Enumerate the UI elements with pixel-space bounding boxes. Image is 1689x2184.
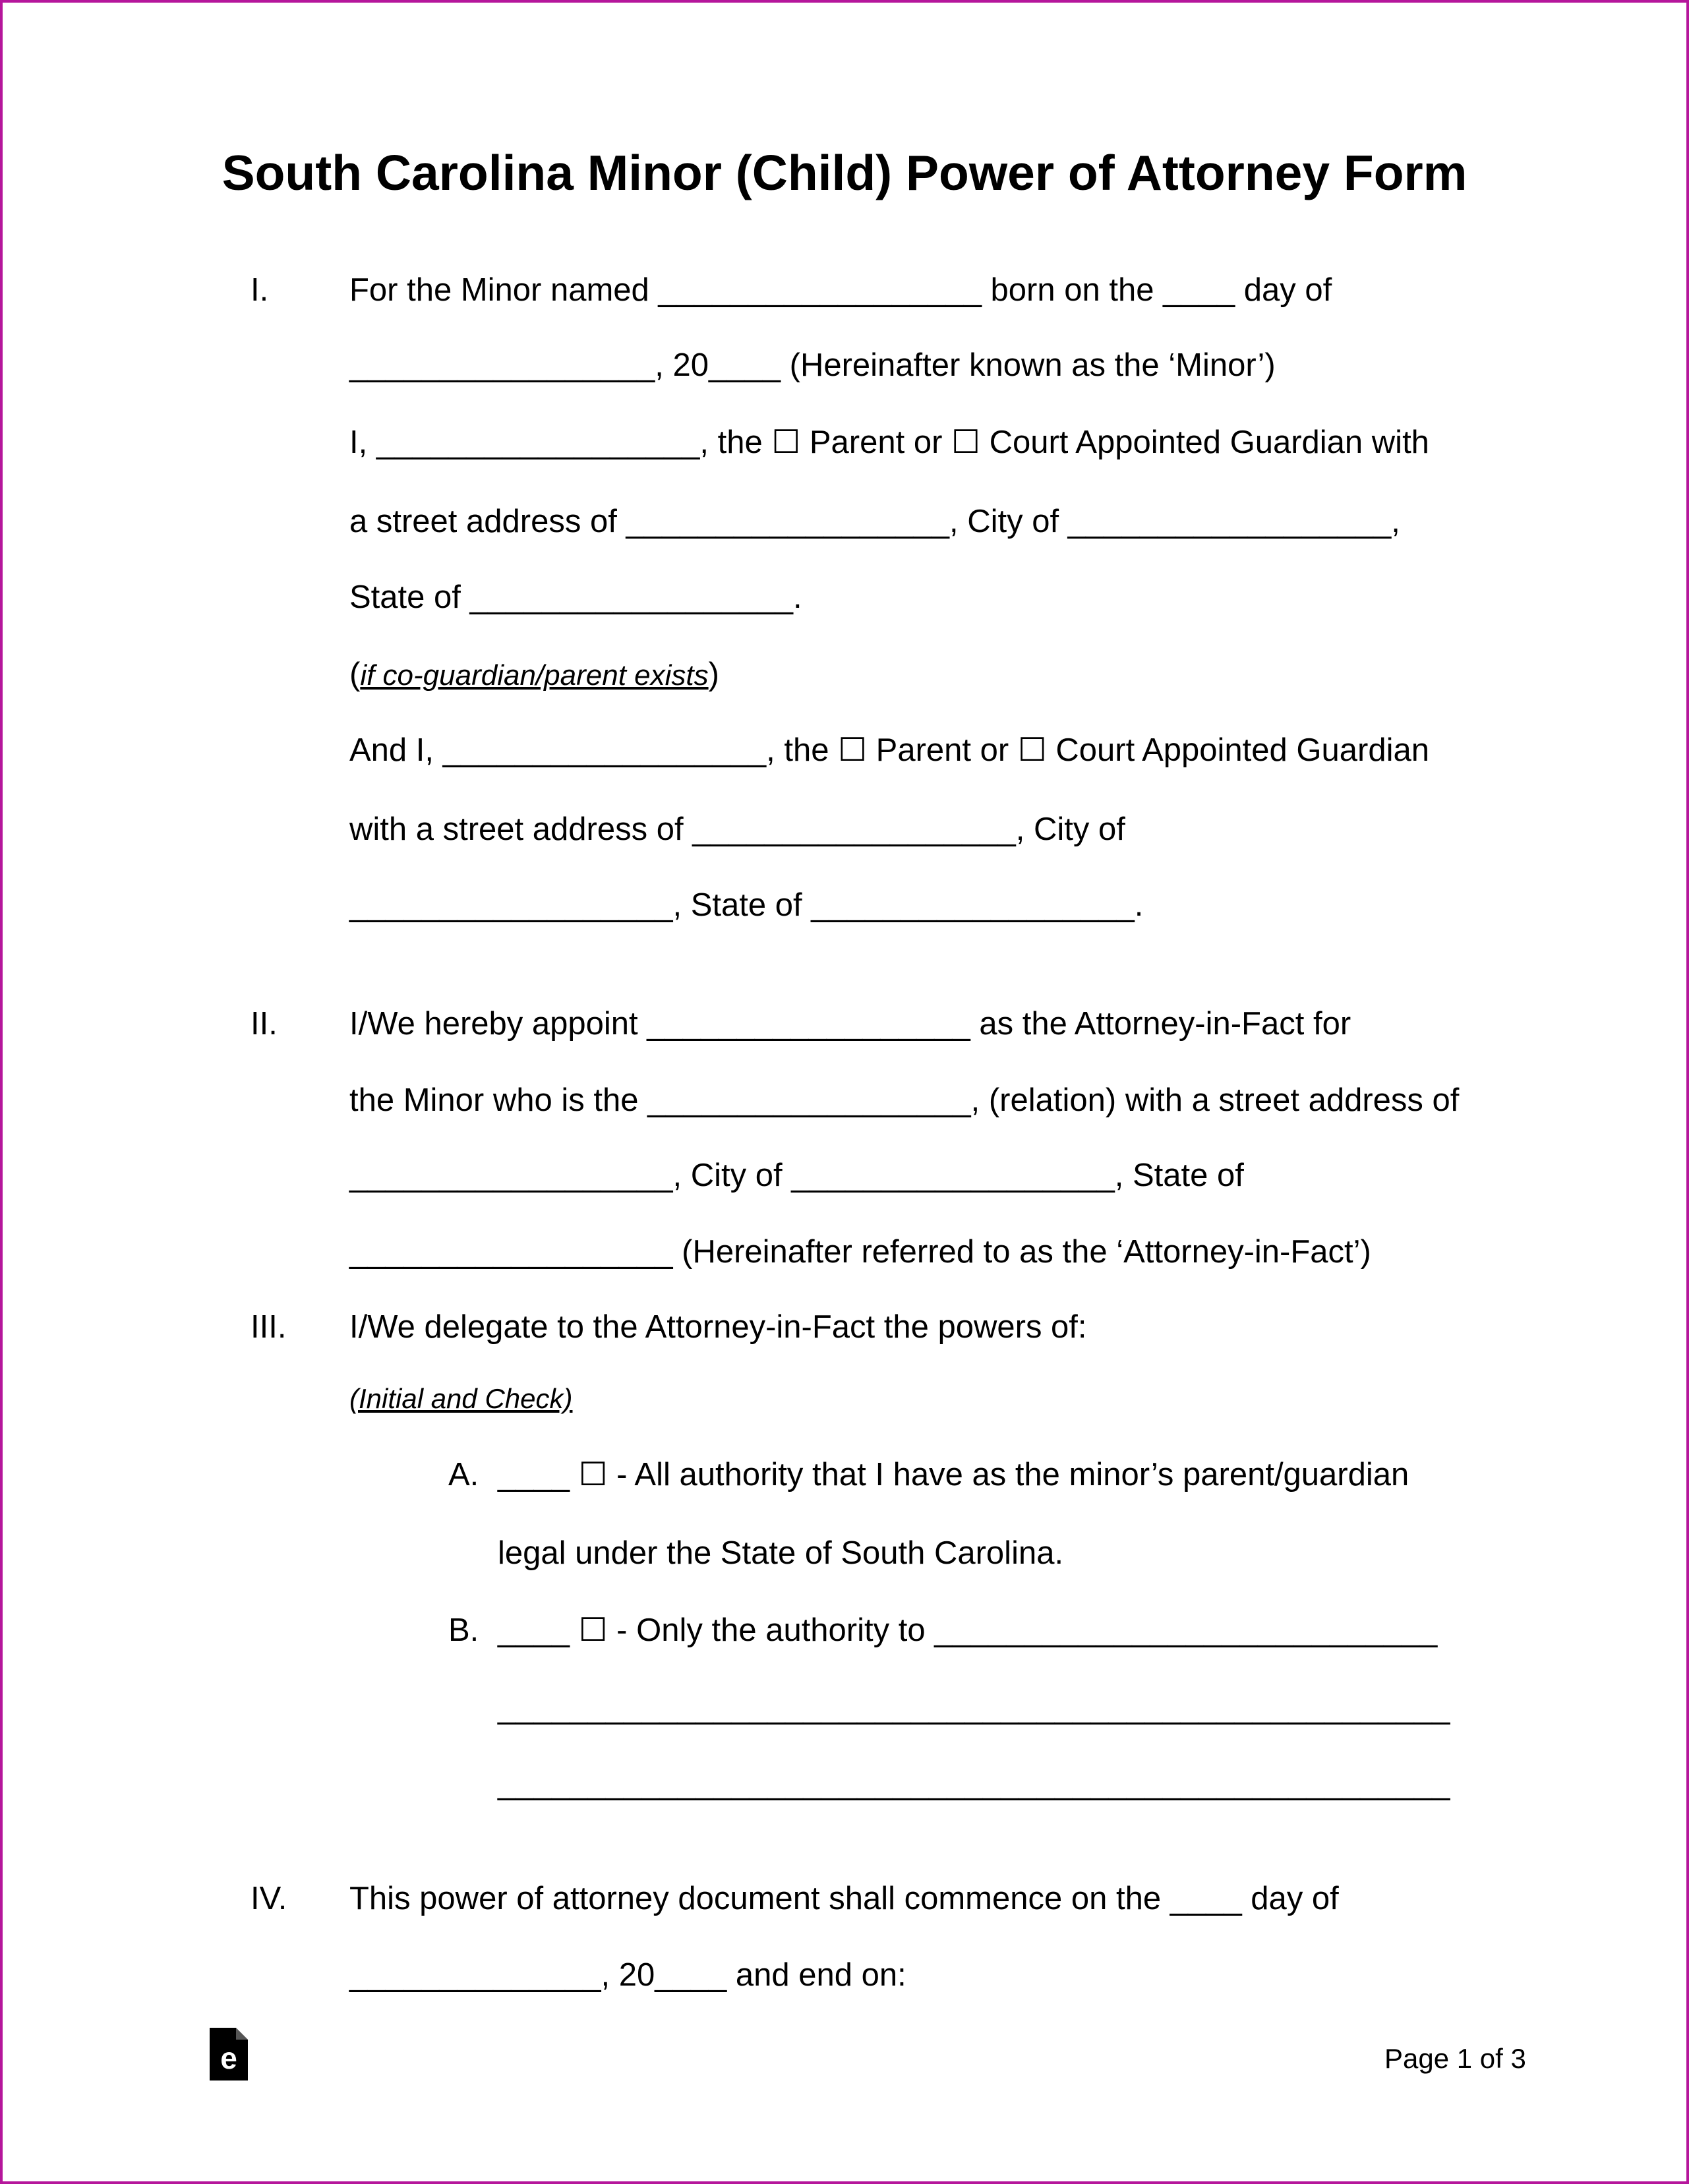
section-3-number: III. [251,1309,287,1345]
option-b-line-3: _____________________________________________________ [498,1765,1450,1801]
option-a-letter: A. [448,1457,479,1492]
section-1-line-8: __________________, State of __________________. [349,887,1144,923]
coguardian-note-text: if co-guardian/parent exists [360,659,709,692]
section-2-line-2: the Minor who is the __________________, (relation) with a street address of [349,1082,1460,1118]
section-4-line-1: This power of attorney document shall commence on the ____ day of [349,1881,1339,1916]
section-4-number: IV. [251,1881,287,1916]
section-4-line-2: ______________, 20____ and end on: [349,1957,906,1993]
option-b-letter: B. [448,1612,479,1648]
section-1-number: I. [251,272,269,308]
coguardian-note [349,655,719,695]
coguardian-note-close: ) [708,657,719,692]
option-a-line-1: ____ ☐ - All authority that I have as the minor’s parent/guardian [498,1457,1409,1492]
section-1-line-6: And I, __________________, the ☐ Parent or ☐ Court Appointed Guardian [349,732,1429,768]
section-3-line-1: I/We delegate to the Attorney-in-Fact the powers of: [349,1309,1087,1345]
section-1-line-1: For the Minor named __________________ born on the ____ day of [349,272,1332,308]
section-1-line-2: _________________, 20____ (Hereinafter known as the ‘Minor’) [349,347,1276,383]
option-a-line-2: legal under the State of South Carolina. [498,1535,1064,1571]
section-2-line-1: I/We hereby appoint __________________ as the Attorney-in-Fact for [349,1006,1351,1042]
coguardian-note-open: ( [349,657,361,692]
section-1-line-4: a street address of __________________, City of __________________, [349,504,1400,539]
section-1-line-5: State of __________________. [349,579,802,615]
section-2-number: II. [251,1006,278,1042]
section-1-line-7: with a street address of __________________, City of [349,812,1125,847]
section-2-line-4: __________________ (Hereinafter referred to as the ‘Attorney-in-Fact’) [349,1234,1371,1270]
section-1-line-3: I, __________________, the ☐ Parent or ☐ Court Appointed Guardian with [349,425,1429,460]
option-b-line-2: _____________________________________________________ [498,1690,1450,1725]
section-2-line-3: __________________, City of __________________, State of [349,1158,1244,1193]
page-number: Page 1 of 3 [1384,2043,1526,2074]
logo-letter: e [220,2041,237,2075]
page-title: South Carolina Minor (Child) Power of Attorney Form [222,145,1467,200]
initial-and-check-note: (Initial and Check) [349,1383,573,1414]
option-b-line-1: ____ ☐ - Only the authority to ____________________________ [498,1612,1438,1648]
eforms-logo-icon [210,2028,248,2081]
